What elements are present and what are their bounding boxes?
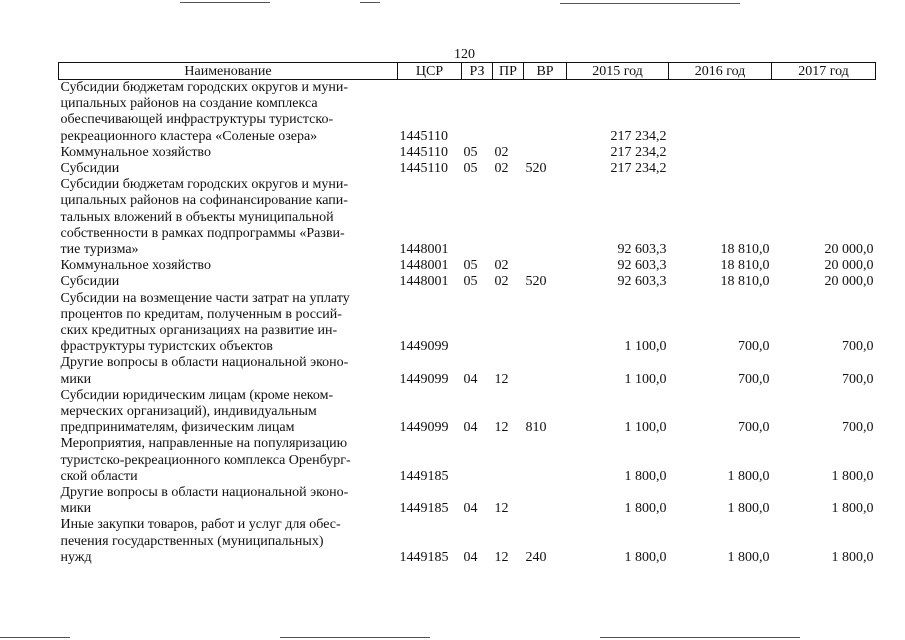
scan-edge-mark bbox=[0, 637, 70, 638]
cell-vr: 520 bbox=[525, 161, 547, 177]
table-row bbox=[59, 80, 876, 145]
cell-pr bbox=[493, 80, 524, 145]
cell-2015: 1 800,0 bbox=[624, 501, 667, 517]
cell-2017: 1 800,0 bbox=[831, 549, 874, 565]
cell-rz: 04 bbox=[463, 501, 478, 517]
cell-2015: 1 100,0 bbox=[624, 420, 667, 436]
cell-pr: 02 bbox=[494, 274, 509, 290]
table-row bbox=[59, 258, 876, 274]
cell-2015: 217 234,2 bbox=[610, 144, 667, 160]
cell-2017: 700,0 bbox=[842, 420, 874, 436]
cell-csr: 1445110 bbox=[399, 144, 448, 160]
cell-2015: 92 603,3 bbox=[617, 242, 667, 258]
table-row bbox=[59, 274, 876, 290]
cell-2016 bbox=[669, 145, 772, 161]
cell-name: Субсидии бюджетам городских округов и муни- ципальных районов на софинансирование капи- тальных вложений в объекты муниципальной собственности в рамках подпрограммы «Разви- тие туризма» bbox=[60, 177, 349, 258]
cell-2017: 20 000,0 bbox=[824, 258, 874, 274]
cell-name: Субсидии юридическим лицам (кроме неком- мерческих организаций), индивидуальным предпринимателям, физическим лицам bbox=[60, 387, 334, 436]
scan-edge-mark bbox=[180, 2, 270, 3]
cell-csr: 1449099 bbox=[399, 339, 449, 355]
cell-vr bbox=[524, 80, 567, 145]
cell-rz bbox=[462, 80, 493, 145]
scan-edge-mark bbox=[280, 637, 430, 638]
cell-2016: 700,0 bbox=[738, 339, 770, 355]
scan-edge-mark bbox=[360, 2, 380, 3]
table-row bbox=[59, 355, 876, 387]
header-2015: 2015 год bbox=[567, 63, 669, 80]
cell-pr: 12 bbox=[494, 371, 509, 387]
cell-2017 bbox=[772, 161, 876, 177]
table-body bbox=[59, 80, 876, 567]
cell-name: Субсидии bbox=[60, 161, 120, 177]
cell-csr: 1448001 bbox=[399, 274, 449, 290]
cell-vr bbox=[524, 355, 567, 387]
cell-vr bbox=[524, 258, 567, 274]
cell-vr bbox=[524, 177, 567, 258]
cell-2015: 92 603,3 bbox=[617, 258, 667, 274]
cell-name: Другие вопросы в области национальной эконо- мики bbox=[60, 485, 349, 517]
cell-name: Субсидии на возмещение части затрат на уплату процентов по кредитам, полученным в россий- ских кредитных организациях на развитие ин- фраструктуры туристских объектов bbox=[60, 290, 350, 355]
cell-pr: 02 bbox=[494, 258, 509, 274]
cell-vr: 810 bbox=[525, 420, 547, 436]
cell-2016: 1 800,0 bbox=[727, 468, 770, 484]
table-row bbox=[59, 145, 876, 161]
cell-name: Иные закупки товаров, работ и услуг для обес- печения государственных (муниципальных) нужд bbox=[60, 517, 341, 565]
cell-csr: 1445110 bbox=[399, 128, 448, 144]
cell-2017: 20 000,0 bbox=[824, 242, 874, 258]
cell-pr bbox=[493, 436, 524, 485]
cell-csr: 1449099 bbox=[399, 371, 449, 387]
header-rz: РЗ bbox=[462, 63, 493, 80]
cell-2015: 1 800,0 bbox=[624, 468, 667, 484]
cell-2016: 18 810,0 bbox=[720, 274, 770, 290]
page-number: 120 bbox=[454, 47, 475, 62]
header-name: Наименование bbox=[59, 63, 398, 80]
cell-2015: 217 234,2 bbox=[610, 161, 667, 177]
header-vr: ВР bbox=[524, 63, 567, 80]
table-row bbox=[59, 485, 876, 517]
table-header-row bbox=[59, 63, 876, 80]
cell-name: Другие вопросы в области национальной эконо- мики bbox=[60, 355, 349, 387]
cell-pr: 12 bbox=[494, 549, 509, 565]
table-row bbox=[59, 388, 876, 437]
cell-2016: 18 810,0 bbox=[720, 258, 770, 274]
table-row bbox=[59, 291, 876, 356]
cell-2016 bbox=[669, 161, 772, 177]
budget-table bbox=[58, 62, 876, 566]
cell-pr: 02 bbox=[494, 161, 509, 177]
scan-edge-mark bbox=[560, 3, 740, 4]
cell-csr: 1445110 bbox=[399, 161, 448, 177]
cell-csr: 1449185 bbox=[399, 468, 449, 484]
cell-2017: 1 800,0 bbox=[831, 468, 874, 484]
cell-pr: 02 bbox=[494, 144, 509, 160]
cell-2016: 1 800,0 bbox=[727, 501, 770, 517]
table-row bbox=[59, 161, 876, 177]
cell-2016: 1 800,0 bbox=[727, 549, 770, 565]
cell-csr: 1449099 bbox=[399, 420, 449, 436]
cell-2016 bbox=[669, 80, 772, 145]
cell-2015: 217 234,2 bbox=[610, 128, 667, 144]
cell-2016: 700,0 bbox=[738, 420, 770, 436]
cell-rz: 04 bbox=[463, 420, 478, 436]
scan-edge-mark bbox=[600, 637, 800, 638]
table-row bbox=[59, 436, 876, 485]
table-row bbox=[59, 517, 876, 566]
cell-csr: 1448001 bbox=[399, 242, 449, 258]
table-row bbox=[59, 177, 876, 258]
cell-2015: 1 100,0 bbox=[624, 339, 667, 355]
cell-2016: 700,0 bbox=[738, 371, 770, 387]
cell-vr bbox=[524, 145, 567, 161]
cell-name: Субсидии бюджетам городских округов и муни- ципальных районов на создание комплекса обеспечивающей инфраструктуры туристско- рекреационного кластера «Соленые озера» bbox=[60, 80, 349, 144]
cell-csr: 1448001 bbox=[399, 258, 449, 274]
cell-rz bbox=[462, 291, 493, 356]
cell-2017: 1 800,0 bbox=[831, 501, 874, 517]
cell-rz: 04 bbox=[463, 371, 478, 387]
cell-csr: 1449185 bbox=[399, 549, 449, 565]
cell-pr bbox=[493, 177, 524, 258]
cell-pr: 12 bbox=[494, 501, 509, 517]
cell-vr bbox=[524, 436, 567, 485]
cell-vr bbox=[524, 485, 567, 517]
header-2016: 2016 год bbox=[669, 63, 772, 80]
cell-2017: 700,0 bbox=[842, 339, 874, 355]
cell-2015: 92 603,3 bbox=[617, 274, 667, 290]
cell-rz: 05 bbox=[463, 258, 478, 274]
header-csr: ЦСР bbox=[398, 63, 462, 80]
header-pr: ПР bbox=[493, 63, 524, 80]
cell-vr: 240 bbox=[525, 549, 547, 565]
cell-rz: 04 bbox=[463, 549, 478, 565]
cell-name: Мероприятия, направленные на популяризацию туристско-рекреационного комплекса Оренбург- ской области bbox=[60, 436, 351, 484]
cell-2017 bbox=[772, 145, 876, 161]
cell-rz bbox=[462, 177, 493, 258]
cell-2016: 18 810,0 bbox=[720, 242, 770, 258]
cell-rz bbox=[462, 436, 493, 485]
cell-2015: 1 100,0 bbox=[624, 371, 667, 387]
cell-name: Субсидии bbox=[60, 274, 120, 290]
cell-rz: 05 bbox=[463, 144, 478, 160]
cell-pr bbox=[493, 291, 524, 356]
header-2017: 2017 год bbox=[772, 63, 876, 80]
cell-2017: 20 000,0 bbox=[824, 274, 874, 290]
cell-rz: 05 bbox=[463, 161, 478, 177]
cell-rz: 05 bbox=[463, 274, 478, 290]
cell-vr: 520 bbox=[525, 274, 547, 290]
cell-vr bbox=[524, 291, 567, 356]
cell-2017: 700,0 bbox=[842, 371, 874, 387]
cell-2017 bbox=[772, 80, 876, 145]
cell-name: Коммунальное хозяйство bbox=[60, 144, 211, 160]
cell-2015: 1 800,0 bbox=[624, 549, 667, 565]
cell-csr: 1449185 bbox=[399, 501, 449, 517]
cell-pr: 12 bbox=[494, 420, 509, 436]
cell-name: Коммунальное хозяйство bbox=[60, 258, 211, 274]
